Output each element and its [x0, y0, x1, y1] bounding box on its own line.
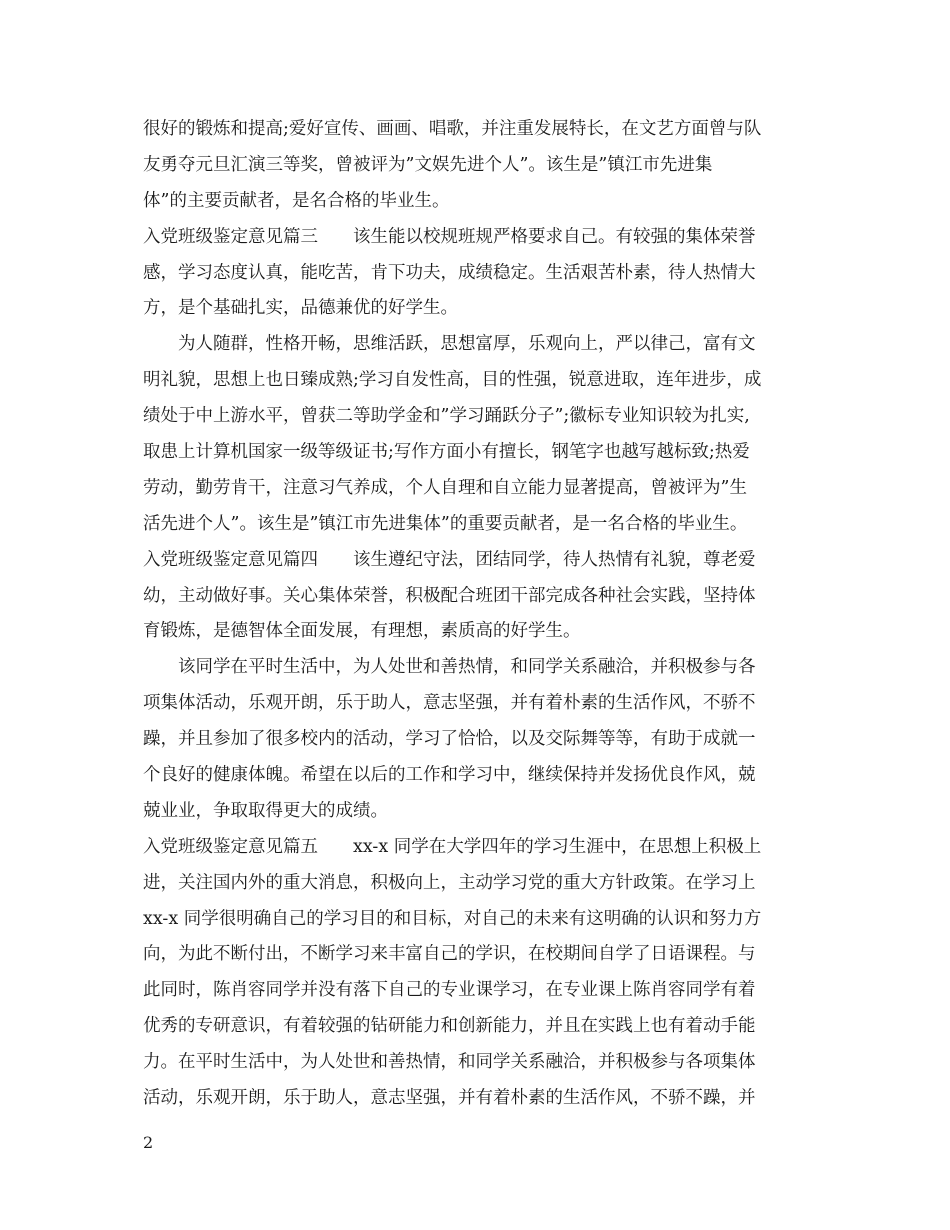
text-line: 力。在平时生活中，为人处世和善热情，和同学关系融洽，并积极参与各项集体	[143, 1052, 756, 1073]
text-line: 育锻炼，是德智体全面发展，有理想，素质高的好学生。	[143, 621, 581, 642]
text-line: 入党班级鉴定意见篇四 该生遵纪守法，团结同学，待人热情有礼貌，尊老爱	[143, 549, 756, 570]
text-line: 活动，乐观开朗，乐于助人，意志坚强，并有着朴素的生活作风，不骄不躁，并	[143, 1088, 756, 1109]
text-line: 优秀的专研意识，有着较强的钻研能力和创新能力，并且在实践上也有着动手能	[143, 1016, 756, 1037]
text-line: 体”的主要贡献者，是名合格的毕业生。	[143, 190, 450, 211]
text-line: 入党班级鉴定意见篇五 xx-x 同学在大学四年的学习生涯中，在思想上积极上	[143, 836, 762, 857]
text-line: 方，是个基础扎实，品德兼优的好学生。	[143, 298, 458, 319]
text-line: 很好的锻炼和提高;爱好宣传、画画、唱歌，并注重发展特长，在文艺方面曾与队	[143, 119, 762, 139]
text-line: 此同时，陈肖容同学并没有落下自己的专业课学习，在专业课上陈肖容同学有着	[143, 980, 756, 1001]
text-line: 劳动，勤劳肯干，注意习气养成，个人自理和自立能力显著提高，曾被评为”生	[143, 477, 747, 498]
text-line: 该同学在平时生活中，为人处世和善热情，和同学关系融洽，并积极参与各	[178, 657, 756, 678]
text-line: 兢业业，争取取得更大的成绩。	[143, 800, 388, 821]
text-line: 进，关注国内外的重大消息，积极向上，主动学习党的重大方针政策。在学习上	[143, 872, 756, 893]
text-line: 项集体活动，乐观开朗，乐于助人，意志坚强，并有着朴素的生活作风，不骄不	[143, 693, 756, 714]
text-line: 入党班级鉴定意见篇三 该生能以校规班规严格要求自己。有较强的集体荣誉	[143, 226, 756, 247]
text-line: 幼，主动做好事。关心集体荣誉，积极配合班团干部完成各种社会实践，坚持体	[143, 585, 756, 606]
text-line: 躁，并且参加了很多校内的活动，学习了恰恰，以及交际舞等等，有助于成就一	[143, 729, 756, 750]
text-line: xx-x 同学很明确自己的学习目的和目标，对自己的未来有这明确的认识和努力方	[143, 908, 762, 929]
page-number: 2	[143, 1133, 154, 1152]
text-line: 个良好的健康体魄。希望在以后的工作和学习中，继续保持并发扬优良作风，兢	[143, 765, 756, 786]
text-line: 感，学习态度认真，能吃苦，肯下功夫，成绩稳定。生活艰苦朴素，待人热情大	[143, 262, 756, 283]
text-line: 取患上计算机国家一级等级证书;写作方面小有擅长，钢笔字也越写越标致;热爱	[143, 442, 750, 463]
text-line: 向，为此不断付出，不断学习来丰富自己的学识，在校期间自学了日语课程。与	[143, 944, 756, 965]
text-line: 明礼貌，思想上也日臻成熟;学习自发性高，目的性强，锐意进取，连年进步，成	[143, 370, 762, 391]
text-line: 为人随群，性格开畅，思维活跃，思想富厚，乐观向上，严以律己，富有文	[178, 334, 756, 355]
document-body	[143, 112, 813, 1117]
text-line: 活先进个人”。该生是”镇江市先进集体”的重要贡献者，是一名合格的毕业生。	[143, 513, 748, 534]
text-line: 绩处于中上游水平，曾获二等助学金和”学习踊跃分子”;徽标专业知识较为扎实,	[143, 406, 750, 427]
text-line: 友勇夺元旦汇演三等奖，曾被评为”文娱先进个人”。该生是”镇江市先进集	[143, 154, 713, 175]
